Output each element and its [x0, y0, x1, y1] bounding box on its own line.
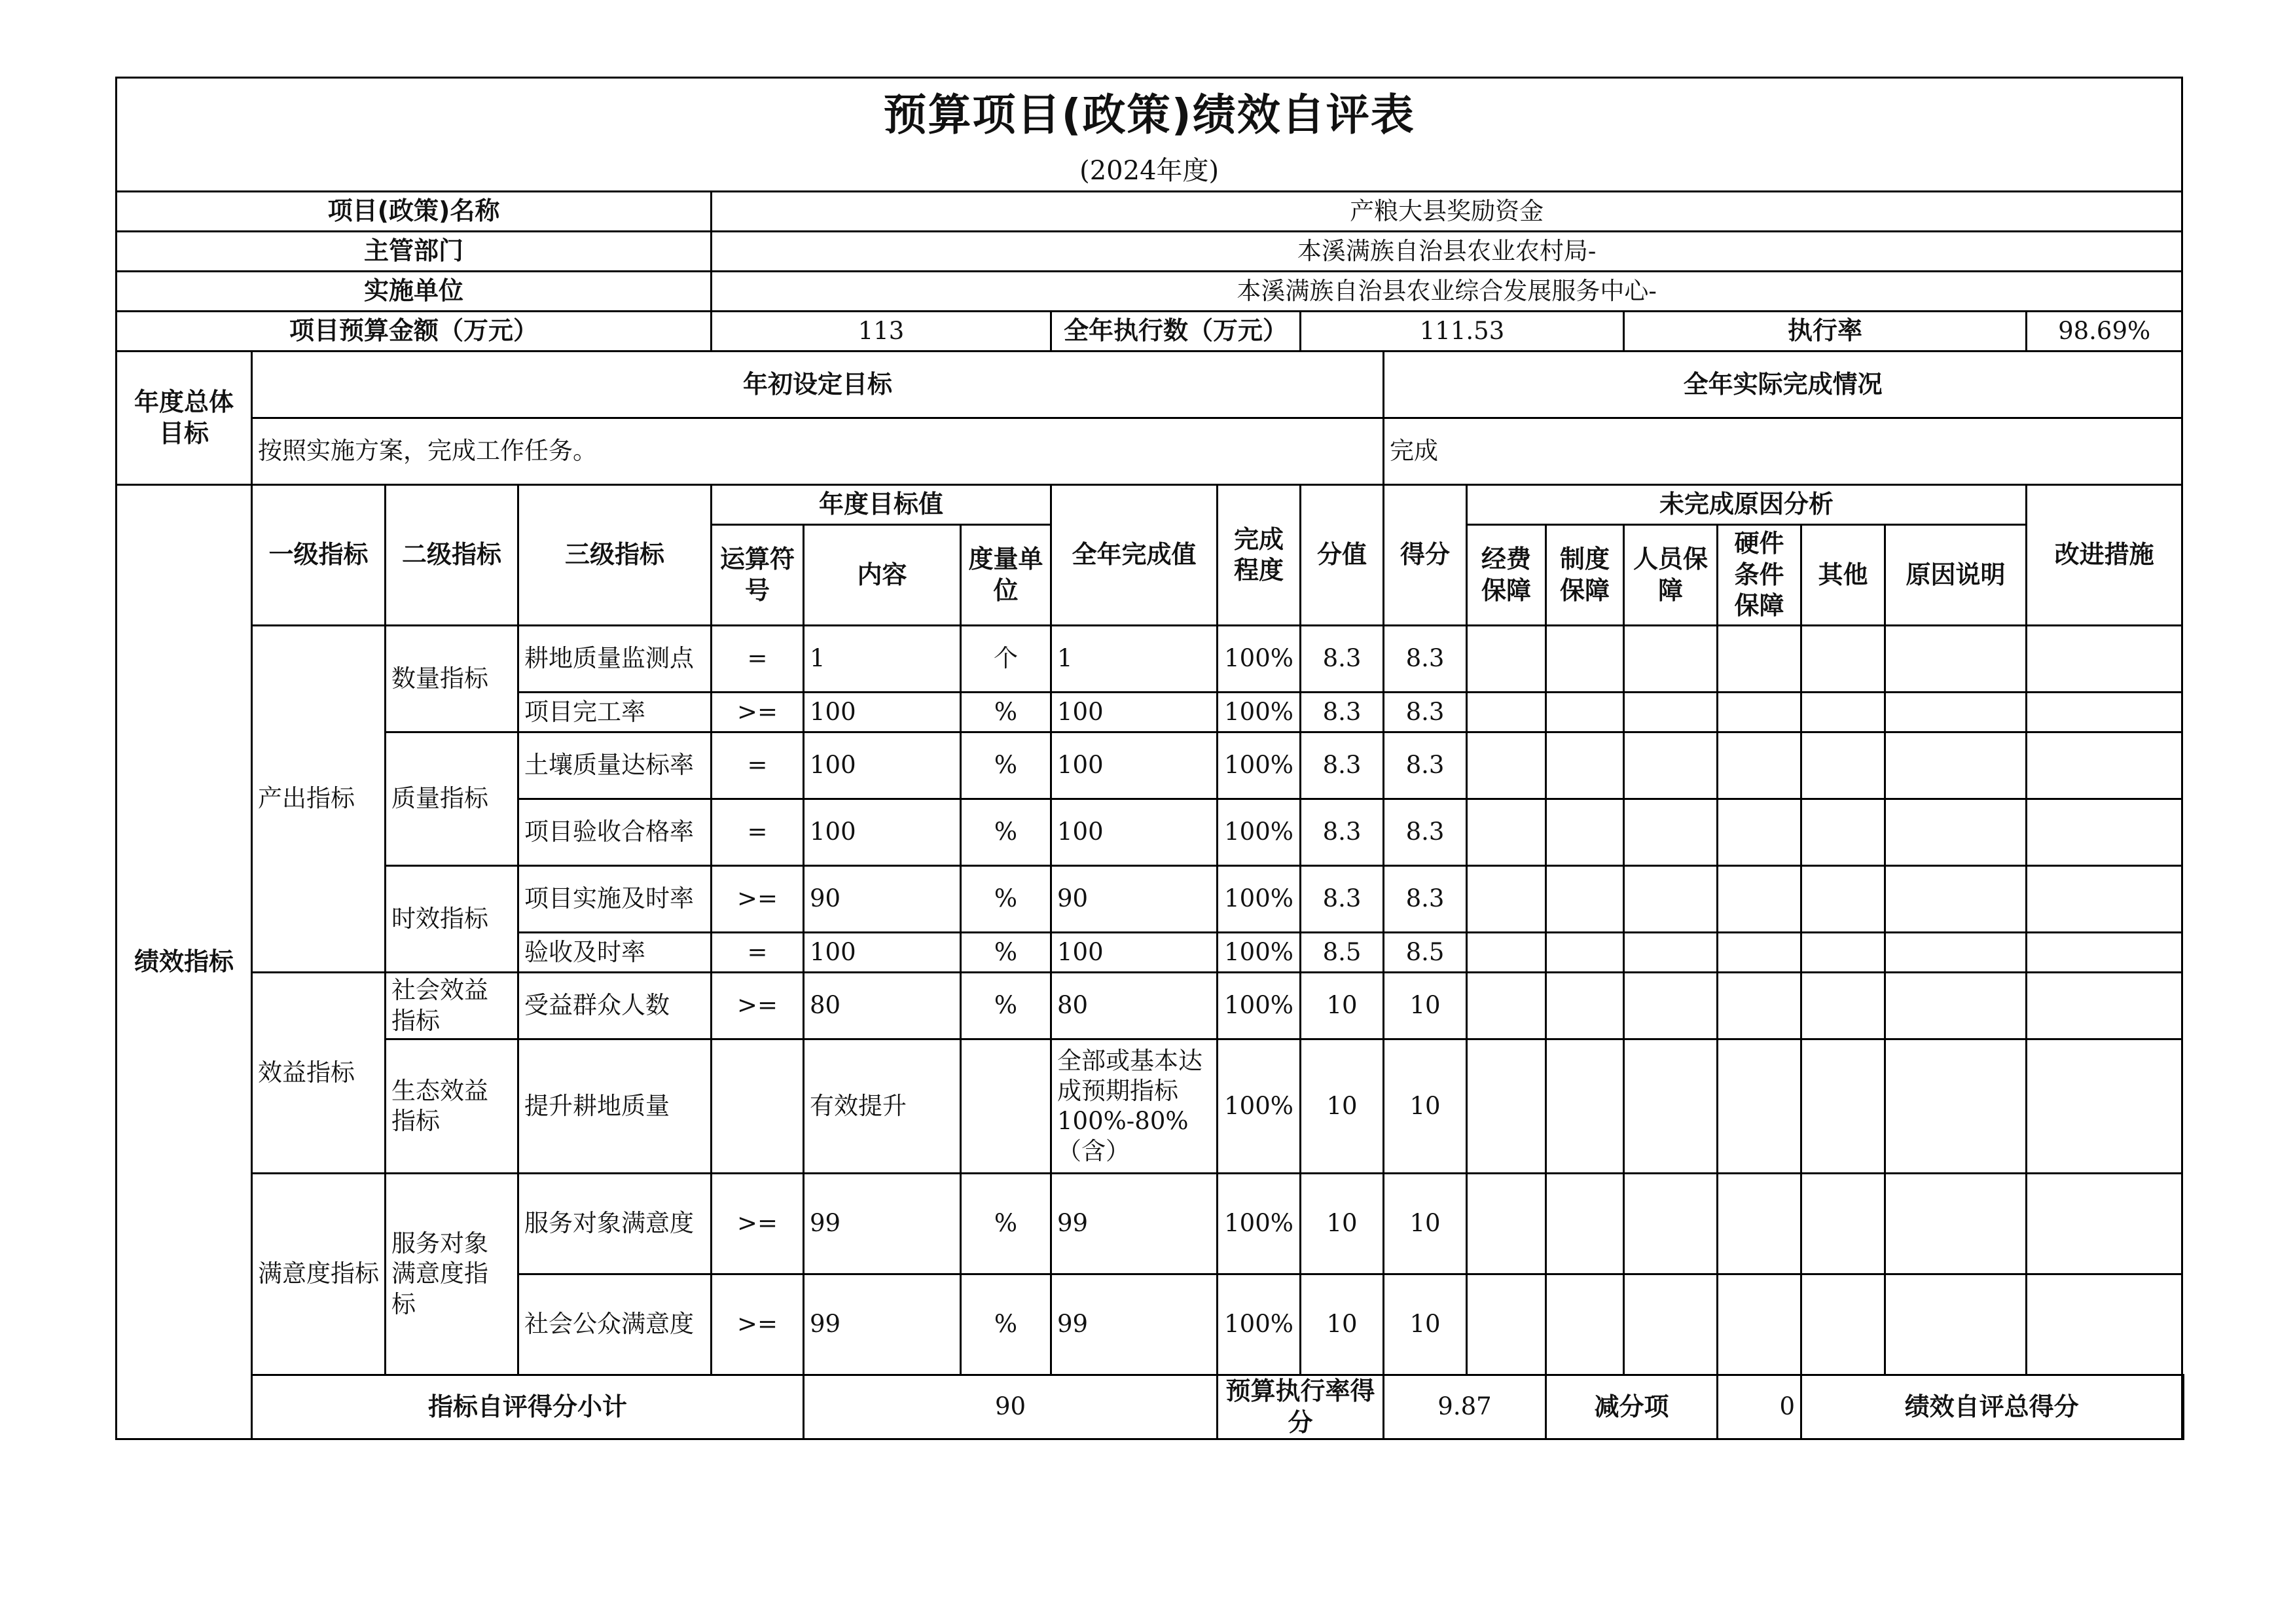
- row-funding: [1467, 693, 1546, 732]
- row-content: 100: [804, 799, 961, 866]
- improvement-header: 改进措施: [2027, 485, 2182, 626]
- row-personnel: [1624, 933, 1718, 973]
- row-content: 有效提升: [804, 1039, 961, 1174]
- row-hardware: [1718, 732, 1801, 799]
- row-reason: [1885, 933, 2027, 973]
- row-rate: 100%: [1218, 732, 1301, 799]
- row-personnel: [1624, 693, 1718, 732]
- row-reason: [1885, 973, 2027, 1039]
- row-system: [1546, 973, 1624, 1039]
- row-hardware: [1718, 799, 1801, 866]
- row-funding: [1467, 732, 1546, 799]
- page-title: 预算项目(政策)绩效自评表: [117, 78, 2182, 152]
- row-done: 90: [1051, 866, 1218, 933]
- row-other: [1801, 1039, 1885, 1174]
- row-value: 10: [1301, 1174, 1384, 1274]
- row-op: =: [712, 799, 804, 866]
- row-hardware: [1718, 866, 1801, 933]
- reason-header: 原因说明: [1885, 525, 2027, 626]
- row-system: [1546, 1039, 1624, 1174]
- row-system: [1546, 693, 1624, 732]
- row-reason: [1885, 1039, 2027, 1174]
- row-content: 99: [804, 1174, 961, 1274]
- row-other: [1801, 626, 1885, 693]
- exec-rate-label: 执行率: [1624, 312, 2027, 352]
- row-content: 1: [804, 626, 961, 693]
- row-personnel: [1624, 799, 1718, 866]
- row-value: 10: [1301, 1274, 1384, 1375]
- row-value: 8.3: [1301, 732, 1384, 799]
- row-funding: [1467, 1274, 1546, 1375]
- row-reason: [1885, 866, 2027, 933]
- row-done: 100: [1051, 693, 1218, 732]
- row-done: 全部或基本达成预期指标100%-80%（含）: [1051, 1039, 1218, 1174]
- row-score: 10: [1384, 1174, 1467, 1274]
- row-score: 8.3: [1384, 626, 1467, 693]
- total-score-label: 绩效自评总得分: [1801, 1375, 2182, 1439]
- unit-label: 实施单位: [117, 272, 712, 312]
- row-rate: 100%: [1218, 973, 1301, 1039]
- personnel-header: 人员保障: [1624, 525, 1718, 626]
- annual-completed-header: 全年完成值: [1051, 485, 1218, 626]
- row-rate: 100%: [1218, 1274, 1301, 1375]
- row-funding: [1467, 626, 1546, 693]
- row-op: =: [712, 626, 804, 693]
- row-value: 8.3: [1301, 866, 1384, 933]
- row-hardware: [1718, 1039, 1801, 1174]
- row-reason: [1885, 693, 2027, 732]
- row-value: 8.3: [1301, 799, 1384, 866]
- row-op: >=: [712, 1174, 804, 1274]
- performance-evaluation-table: [115, 77, 2184, 1440]
- row-system: [1546, 1174, 1624, 1274]
- group-benefit: 效益指标: [252, 973, 386, 1174]
- row-score: 10: [1384, 973, 1467, 1039]
- row-system: [1546, 799, 1624, 866]
- page-subtitle: (2024年度): [117, 152, 2182, 192]
- budget-label: 项目预算金额（万元）: [117, 312, 712, 352]
- row-personnel: [1624, 732, 1718, 799]
- completion-header: 完成程度: [1218, 485, 1301, 626]
- budget-score-label: 预算执行率得分: [1218, 1375, 1384, 1439]
- row-score: 8.3: [1384, 799, 1467, 866]
- row-rate: 100%: [1218, 933, 1301, 973]
- row-system: [1546, 626, 1624, 693]
- group-quality: 质量指标: [386, 732, 518, 866]
- actual-completion-header: 全年实际完成情况: [1384, 352, 2182, 418]
- row-other: [1801, 732, 1885, 799]
- row-done: 1: [1051, 626, 1218, 693]
- row-op: >=: [712, 693, 804, 732]
- row-l3: 提升耕地质量: [518, 1039, 712, 1174]
- row-improvement: [2027, 626, 2182, 693]
- row-hardware: [1718, 693, 1801, 732]
- other-header: 其他: [1801, 525, 1885, 626]
- row-unit: %: [961, 1274, 1051, 1375]
- row-value: 8.3: [1301, 693, 1384, 732]
- row-system: [1546, 732, 1624, 799]
- group-ecological: 生态效益指标: [386, 1039, 518, 1174]
- row-done: 100: [1051, 732, 1218, 799]
- row-other: [1801, 1174, 1885, 1274]
- row-unit: %: [961, 732, 1051, 799]
- row-content: 90: [804, 866, 961, 933]
- row-score: 8.3: [1384, 732, 1467, 799]
- row-personnel: [1624, 626, 1718, 693]
- row-improvement: [2027, 1174, 2182, 1274]
- row-funding: [1467, 799, 1546, 866]
- hardware-header: 硬件条件保障: [1718, 525, 1801, 626]
- row-personnel: [1624, 1174, 1718, 1274]
- row-hardware: [1718, 933, 1801, 973]
- row-improvement: [2027, 973, 2182, 1039]
- unit-value: 本溪满族自治县农业综合发展服务中心-: [712, 272, 2182, 312]
- row-unit: %: [961, 973, 1051, 1039]
- row-rate: 100%: [1218, 799, 1301, 866]
- row-unit: 个: [961, 626, 1051, 693]
- budget-value: 113: [712, 312, 1051, 352]
- level2-header: 二级指标: [386, 485, 518, 626]
- group-quantity: 数量指标: [386, 626, 518, 732]
- row-other: [1801, 973, 1885, 1039]
- row-done: 100: [1051, 933, 1218, 973]
- group-service: 服务对象满意度指标: [386, 1174, 518, 1375]
- measure-unit-header: 度量单位: [961, 525, 1051, 626]
- deduction-value: 0: [1718, 1375, 1801, 1439]
- row-unit: [961, 1039, 1051, 1174]
- row-done: 99: [1051, 1174, 1218, 1274]
- row-value: 10: [1301, 973, 1384, 1039]
- target-value-header: 年度目标值: [712, 485, 1051, 525]
- row-reason: [1885, 626, 2027, 693]
- row-hardware: [1718, 626, 1801, 693]
- row-l3: 项目验收合格率: [518, 799, 712, 866]
- row-improvement: [2027, 933, 2182, 973]
- row-unit: %: [961, 866, 1051, 933]
- row-op: =: [712, 732, 804, 799]
- row-score: 8.3: [1384, 866, 1467, 933]
- row-improvement: [2027, 732, 2182, 799]
- row-content: 80: [804, 973, 961, 1039]
- row-l3: 耕地质量监测点: [518, 626, 712, 693]
- row-personnel: [1624, 866, 1718, 933]
- row-other: [1801, 693, 1885, 732]
- row-unit: %: [961, 1174, 1051, 1274]
- row-unit: %: [961, 693, 1051, 732]
- project-name-label: 项目(政策)名称: [117, 192, 712, 232]
- row-reason: [1885, 1174, 2027, 1274]
- row-value: 8.3: [1301, 626, 1384, 693]
- row-hardware: [1718, 1174, 1801, 1274]
- row-improvement: [2027, 1039, 2182, 1174]
- row-other: [1801, 799, 1885, 866]
- row-content: 100: [804, 732, 961, 799]
- row-rate: 100%: [1218, 626, 1301, 693]
- row-content: 100: [804, 933, 961, 973]
- row-l3: 项目实施及时率: [518, 866, 712, 933]
- row-rate: 100%: [1218, 693, 1301, 732]
- row-funding: [1467, 933, 1546, 973]
- executed-value: 111.53: [1301, 312, 1624, 352]
- row-op: =: [712, 933, 804, 973]
- row-improvement: [2027, 693, 2182, 732]
- budget-score-value: 9.87: [1384, 1375, 1546, 1439]
- row-op: [712, 1039, 804, 1174]
- row-hardware: [1718, 973, 1801, 1039]
- row-value: 8.5: [1301, 933, 1384, 973]
- incomplete-analysis-header: 未完成原因分析: [1467, 485, 2027, 525]
- row-funding: [1467, 866, 1546, 933]
- subtotal-value: 90: [804, 1375, 1218, 1439]
- row-rate: 100%: [1218, 1174, 1301, 1274]
- exec-rate-value: 98.69%: [2027, 312, 2182, 352]
- row-system: [1546, 933, 1624, 973]
- row-personnel: [1624, 1039, 1718, 1174]
- performance-indicators-label: 绩效指标: [117, 485, 252, 1439]
- funding-header: 经费保障: [1467, 525, 1546, 626]
- initial-goal-value: 按照实施方案，完成工作任务。: [252, 418, 1384, 485]
- total-score-value: [2182, 1375, 2184, 1439]
- row-rate: 100%: [1218, 1039, 1301, 1174]
- row-funding: [1467, 973, 1546, 1039]
- row-l3: 土壤质量达标率: [518, 732, 712, 799]
- level1-header: 一级指标: [252, 485, 386, 626]
- row-l3: 项目完工率: [518, 693, 712, 732]
- row-op: >=: [712, 1274, 804, 1375]
- initial-goal-header: 年初设定目标: [252, 352, 1384, 418]
- row-l3: 服务对象满意度: [518, 1174, 712, 1274]
- department-label: 主管部门: [117, 232, 712, 272]
- row-l3: 验收及时率: [518, 933, 712, 973]
- row-score: 8.3: [1384, 693, 1467, 732]
- row-improvement: [2027, 799, 2182, 866]
- row-funding: [1467, 1174, 1546, 1274]
- row-op: >=: [712, 973, 804, 1039]
- row-l3: 社会公众满意度: [518, 1274, 712, 1375]
- row-personnel: [1624, 973, 1718, 1039]
- department-value: 本溪满族自治县农业农村局-: [712, 232, 2182, 272]
- system-header: 制度保障: [1546, 525, 1624, 626]
- row-done: 100: [1051, 799, 1218, 866]
- project-name-value: 产粮大县奖励资金: [712, 192, 2182, 232]
- deduction-label: 减分项: [1546, 1375, 1718, 1439]
- row-unit: %: [961, 933, 1051, 973]
- row-hardware: [1718, 1274, 1801, 1375]
- row-personnel: [1624, 1274, 1718, 1375]
- row-other: [1801, 1274, 1885, 1375]
- row-rate: 100%: [1218, 866, 1301, 933]
- row-improvement: [2027, 866, 2182, 933]
- row-content: 100: [804, 693, 961, 732]
- row-improvement: [2027, 1274, 2182, 1375]
- executed-label: 全年执行数（万元）: [1051, 312, 1301, 352]
- group-satisfaction: 满意度指标: [252, 1174, 386, 1375]
- row-l3: 受益群众人数: [518, 973, 712, 1039]
- row-reason: [1885, 1274, 2027, 1375]
- level3-header: 三级指标: [518, 485, 712, 626]
- row-system: [1546, 866, 1624, 933]
- row-funding: [1467, 1039, 1546, 1174]
- group-social: 社会效益指标: [386, 973, 518, 1039]
- score-value-header: 分值: [1301, 485, 1384, 626]
- row-score: 10: [1384, 1039, 1467, 1174]
- score-header: 得分: [1384, 485, 1467, 626]
- row-done: 99: [1051, 1274, 1218, 1375]
- group-output: 产出指标: [252, 626, 386, 973]
- row-done: 80: [1051, 973, 1218, 1039]
- subtotal-label: 指标自评得分小计: [252, 1375, 804, 1439]
- row-unit: %: [961, 799, 1051, 866]
- row-value: 10: [1301, 1039, 1384, 1174]
- row-other: [1801, 933, 1885, 973]
- row-system: [1546, 1274, 1624, 1375]
- row-reason: [1885, 799, 2027, 866]
- row-content: 99: [804, 1274, 961, 1375]
- row-op: >=: [712, 866, 804, 933]
- operator-header: 运算符号: [712, 525, 804, 626]
- group-timeliness: 时效指标: [386, 866, 518, 973]
- row-reason: [1885, 732, 2027, 799]
- row-score: 10: [1384, 1274, 1467, 1375]
- actual-completion-value: 完成: [1384, 418, 2182, 485]
- row-other: [1801, 866, 1885, 933]
- row-score: 8.5: [1384, 933, 1467, 973]
- content-header: 内容: [804, 525, 961, 626]
- annual-goal-label: 年度总体目标: [117, 352, 252, 485]
